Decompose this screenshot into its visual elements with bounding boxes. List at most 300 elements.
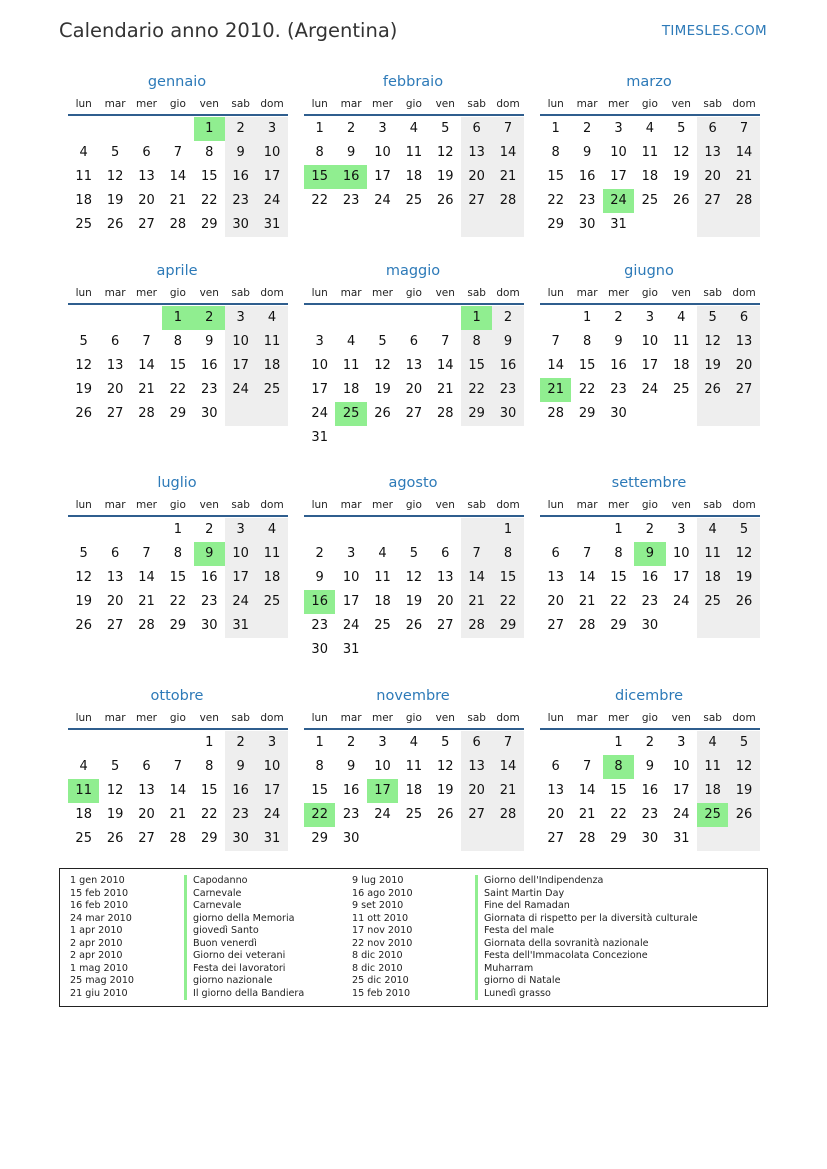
empty-day-cell — [430, 518, 461, 542]
weekday-label: sab — [703, 499, 722, 511]
holiday-day-cell: 8 — [603, 755, 634, 779]
legend-entry: Giornata di rispetto per la diversità culturale — [484, 912, 698, 924]
weekday-label: mer — [135, 712, 157, 724]
day-cell: 10 — [311, 358, 328, 373]
day-cell: 23 — [200, 382, 218, 397]
day-cell: 3 — [256, 731, 287, 755]
day-cell: 7 — [551, 334, 560, 349]
legend-entry: Fine del Ramadan — [484, 900, 570, 911]
day-grid — [68, 731, 288, 851]
month-gennaio — [66, 70, 288, 237]
holiday-day-cell: 15 — [304, 165, 335, 189]
day-cell: 22 — [578, 382, 596, 397]
day-cell: 22 — [492, 590, 523, 614]
day-cell: 9 — [645, 759, 654, 774]
day-cell: 23 — [641, 807, 659, 822]
day-cell: 5 — [697, 306, 728, 330]
legend-entry: giovedì Santo — [193, 925, 259, 936]
day-cell: 21 — [169, 807, 187, 822]
day-cell: 5 — [409, 546, 418, 561]
day-cell: 14 — [169, 783, 187, 798]
day-cell: 29 — [311, 831, 328, 846]
day-cell: 14 — [138, 358, 155, 373]
empty-day-cell — [367, 306, 398, 330]
day-cell: 20 — [547, 594, 564, 609]
day-grid — [68, 306, 288, 426]
legend-dates-right — [352, 875, 413, 1000]
day-cell: 16 — [200, 570, 218, 585]
day-cell: 15 — [578, 358, 596, 373]
day-cell: 24 — [374, 807, 391, 822]
day-cell: 8 — [461, 330, 492, 354]
day-cell: 8 — [614, 546, 623, 561]
empty-day-cell — [367, 638, 398, 662]
day-cell: 18 — [405, 169, 423, 184]
empty-day-cell — [571, 731, 602, 755]
month-name: giugno — [624, 263, 674, 279]
day-cell: 25 — [256, 590, 287, 614]
day-cell: 30 — [610, 406, 627, 421]
legend-entry: Il giorno della Bandiera — [193, 987, 305, 999]
day-cell: 17 — [342, 594, 360, 609]
day-cell: 2 — [645, 522, 654, 537]
day-grid — [304, 117, 524, 237]
day-cell: 15 — [610, 783, 627, 798]
day-cell: 5 — [79, 546, 88, 561]
day-cell: 3 — [378, 121, 387, 136]
weekday-label: mer — [607, 98, 629, 110]
weekday-label: mar — [576, 712, 598, 724]
day-cell: 25 — [374, 618, 391, 633]
day-cell: 16 — [641, 783, 659, 798]
day-cell: 20 — [138, 807, 155, 822]
day-cell: 19 — [405, 594, 423, 609]
day-cell: 10 — [225, 330, 256, 354]
weekday-label: dom — [732, 712, 756, 724]
empty-day-cell — [335, 306, 366, 330]
empty-day-cell — [492, 213, 523, 237]
day-cell: 12 — [106, 783, 124, 798]
day-grid — [304, 518, 524, 662]
empty-day-cell — [256, 614, 287, 638]
month-name: gennaio — [147, 74, 207, 90]
day-cell: 31 — [256, 827, 287, 851]
day-cell: 28 — [169, 831, 187, 846]
day-cell: 20 — [405, 382, 423, 397]
weekday-label: mer — [371, 287, 393, 299]
day-cell: 12 — [405, 570, 423, 585]
day-cell: 21 — [492, 779, 523, 803]
day-cell: 15 — [311, 783, 328, 798]
day-cell: 3 — [256, 117, 287, 141]
page-title: Calendario anno 2010. (Argentina) — [59, 19, 398, 42]
weekday-label: mer — [135, 499, 157, 511]
day-cell: 13 — [436, 570, 454, 585]
day-cell: 17 — [225, 354, 256, 378]
day-cell: 7 — [492, 731, 523, 755]
day-cell: 16 — [342, 783, 360, 798]
month-name: febbraio — [382, 74, 444, 90]
day-cell: 16 — [578, 169, 596, 184]
day-cell: 28 — [461, 614, 492, 638]
weekday-label: lun — [547, 499, 564, 511]
day-cell: 21 — [578, 807, 596, 822]
empty-day-cell — [430, 426, 461, 450]
weekday-label: lun — [311, 98, 328, 110]
day-cell: 24 — [672, 594, 690, 609]
day-cell: 13 — [106, 570, 124, 585]
empty-day-cell — [256, 402, 287, 426]
day-cell: 30 — [342, 831, 360, 846]
legend-entry: 2 apr 2010 — [70, 950, 123, 961]
day-cell: 22 — [169, 594, 187, 609]
weekday-label: gio — [641, 98, 658, 110]
weekday-label: ven — [671, 287, 691, 299]
day-cell: 27 — [461, 189, 492, 213]
day-cell: 22 — [200, 807, 218, 822]
day-cell: 16 — [610, 358, 627, 373]
day-cell: 20 — [138, 193, 155, 208]
legend-entry: Festa dell'Immacolata Concezione — [484, 950, 648, 961]
day-cell: 20 — [106, 594, 124, 609]
legend-entry: Giornata della sovranità nazionale — [484, 937, 649, 949]
day-cell: 6 — [110, 334, 120, 349]
empty-day-cell — [68, 518, 99, 542]
weekday-label: gio — [169, 499, 186, 511]
legend-entry: 2 apr 2010 — [70, 937, 123, 949]
weekday-label: ven — [435, 98, 455, 110]
day-cell: 10 — [225, 542, 256, 566]
day-cell: 10 — [256, 141, 287, 165]
empty-day-cell — [540, 518, 571, 542]
day-cell: 17 — [672, 570, 690, 585]
day-cell: 19 — [374, 382, 391, 397]
legend-entry: 8 dic 2010 — [352, 950, 403, 961]
day-grid — [540, 731, 760, 851]
holiday-day-cell: 16 — [335, 165, 366, 189]
day-grid — [540, 306, 760, 426]
day-cell: 23 — [342, 807, 360, 822]
day-cell: 3 — [315, 334, 324, 349]
day-cell: 14 — [492, 141, 523, 165]
holiday-day-cell: 25 — [335, 402, 366, 426]
day-cell: 19 — [106, 807, 124, 822]
day-cell: 13 — [547, 570, 564, 585]
legend-entry: 9 set 2010 — [352, 900, 404, 911]
day-cell: 24 — [342, 618, 360, 633]
day-cell: 24 — [374, 193, 391, 208]
empty-day-cell — [697, 827, 728, 851]
day-cell: 23 — [492, 378, 523, 402]
day-cell: 14 — [138, 570, 155, 585]
day-cell: 27 — [106, 618, 124, 633]
day-cell: 6 — [697, 117, 728, 141]
day-cell: 16 — [641, 570, 659, 585]
empty-day-cell — [461, 213, 492, 237]
day-cell: 15 — [200, 783, 218, 798]
day-cell: 6 — [461, 731, 492, 755]
day-cell: 7 — [173, 759, 182, 774]
day-cell: 25 — [256, 378, 287, 402]
day-cell: 2 — [645, 735, 654, 750]
day-cell: 28 — [578, 618, 596, 633]
day-cell: 28 — [138, 406, 155, 421]
weekday-label: lun — [75, 712, 92, 724]
day-cell: 29 — [610, 618, 627, 633]
weekday-label: dom — [732, 287, 756, 299]
day-cell: 2 — [225, 731, 256, 755]
day-cell: 1 — [551, 121, 560, 136]
legend-entry: 16 ago 2010 — [352, 887, 413, 899]
day-cell: 26 — [436, 193, 454, 208]
day-cell: 10 — [610, 145, 627, 160]
day-cell: 6 — [461, 117, 492, 141]
day-cell: 29 — [169, 618, 187, 633]
day-cell: 26 — [106, 831, 124, 846]
weekday-header — [540, 283, 760, 305]
weekday-label: gio — [641, 287, 658, 299]
day-cell: 5 — [728, 518, 759, 542]
day-grid — [304, 731, 524, 851]
empty-day-cell — [99, 518, 130, 542]
day-cell: 23 — [225, 803, 256, 827]
weekday-label: sab — [467, 98, 486, 110]
day-cell: 18 — [75, 807, 92, 822]
day-cell: 27 — [728, 378, 759, 402]
weekday-label: sab — [231, 712, 250, 724]
day-cell: 31 — [342, 642, 360, 657]
day-cell: 10 — [672, 759, 690, 774]
month-luglio — [66, 471, 288, 638]
day-cell: 18 — [697, 779, 728, 803]
day-cell: 18 — [697, 566, 728, 590]
day-cell: 30 — [641, 618, 659, 633]
day-cell: 11 — [256, 542, 287, 566]
day-cell: 31 — [225, 614, 256, 638]
day-cell: 4 — [256, 518, 287, 542]
day-cell: 12 — [75, 570, 92, 585]
weekday-label: mar — [340, 499, 362, 511]
weekday-label: gio — [405, 499, 422, 511]
legend-entry: Lunedì grasso — [484, 987, 551, 999]
weekday-header — [540, 708, 760, 730]
weekday-label: ven — [199, 287, 219, 299]
holiday-day-cell: 11 — [68, 779, 99, 803]
weekday-label: dom — [496, 98, 520, 110]
empty-day-cell — [634, 402, 665, 426]
empty-day-cell — [398, 518, 429, 542]
day-cell: 31 — [311, 430, 328, 445]
day-cell: 15 — [200, 169, 218, 184]
day-cell: 7 — [441, 334, 450, 349]
empty-day-cell — [99, 731, 130, 755]
day-cell: 21 — [138, 382, 155, 397]
day-cell: 29 — [547, 217, 564, 232]
holiday-day-cell: 21 — [540, 378, 571, 402]
day-cell: 16 — [225, 779, 256, 803]
weekday-label: mer — [371, 499, 393, 511]
day-cell: 10 — [374, 759, 391, 774]
empty-day-cell — [697, 402, 728, 426]
day-cell: 31 — [256, 213, 287, 237]
empty-day-cell — [304, 306, 335, 330]
holiday-day-cell: 9 — [634, 542, 665, 566]
day-cell: 23 — [641, 594, 659, 609]
empty-day-cell — [162, 731, 193, 755]
holiday-day-cell: 1 — [194, 117, 225, 141]
day-cell: 12 — [728, 542, 759, 566]
day-cell: 3 — [677, 735, 686, 750]
day-cell: 12 — [728, 755, 759, 779]
month-giugno — [538, 259, 760, 426]
day-cell: 15 — [610, 570, 627, 585]
day-cell: 4 — [346, 334, 356, 349]
empty-day-cell — [99, 306, 130, 330]
empty-day-cell — [68, 306, 99, 330]
day-cell: 26 — [672, 193, 690, 208]
day-cell: 9 — [315, 570, 324, 585]
day-cell: 15 — [547, 169, 564, 184]
day-cell: 23 — [200, 594, 218, 609]
legend-entry: Festa dei lavoratori — [193, 962, 286, 974]
day-cell: 6 — [110, 546, 120, 561]
day-cell: 6 — [441, 546, 450, 561]
day-cell: 14 — [578, 783, 596, 798]
day-cell: 5 — [79, 334, 88, 349]
weekday-label: lun — [547, 712, 564, 724]
day-cell: 12 — [75, 358, 92, 373]
day-cell: 1 — [173, 522, 182, 537]
weekday-label: lun — [311, 287, 328, 299]
day-cell: 15 — [461, 354, 492, 378]
day-cell: 17 — [610, 169, 627, 184]
day-cell: 7 — [728, 117, 759, 141]
weekday-label: mar — [104, 712, 126, 724]
weekday-label: sab — [467, 287, 486, 299]
weekday-label: lun — [547, 287, 564, 299]
empty-day-cell — [131, 731, 162, 755]
day-cell: 1 — [315, 121, 324, 136]
day-cell: 10 — [256, 755, 287, 779]
day-cell: 26 — [436, 807, 454, 822]
weekday-label: mar — [104, 287, 126, 299]
day-cell: 25 — [405, 807, 423, 822]
day-cell: 19 — [728, 566, 759, 590]
holiday-day-cell: 16 — [304, 590, 335, 614]
month-maggio — [302, 259, 524, 450]
day-cell: 7 — [173, 145, 182, 160]
weekday-label: ven — [435, 712, 455, 724]
day-cell: 6 — [728, 306, 759, 330]
empty-day-cell — [492, 827, 523, 851]
day-cell: 26 — [728, 590, 759, 614]
day-cell: 29 — [492, 614, 523, 638]
day-cell: 20 — [728, 354, 759, 378]
day-cell: 8 — [173, 546, 182, 561]
month-novembre — [302, 684, 524, 851]
day-grid — [68, 117, 288, 237]
empty-day-cell — [697, 614, 728, 638]
day-cell: 12 — [436, 759, 454, 774]
weekday-label: dom — [732, 499, 756, 511]
legend-entry: 22 nov 2010 — [352, 937, 413, 949]
legend-entry: Buon venerdì — [193, 937, 257, 949]
day-cell: 2 — [205, 522, 214, 537]
day-cell: 4 — [697, 731, 728, 755]
day-cell: 22 — [610, 594, 627, 609]
empty-day-cell — [367, 426, 398, 450]
day-cell: 28 — [728, 189, 759, 213]
day-cell: 30 — [641, 831, 659, 846]
day-cell: 21 — [492, 165, 523, 189]
legend-entry: Festa del male — [484, 925, 555, 936]
day-cell: 3 — [378, 735, 387, 750]
day-cell: 1 — [582, 310, 592, 325]
day-cell: 1 — [492, 518, 523, 542]
day-cell: 4 — [409, 121, 418, 136]
day-cell: 25 — [75, 217, 92, 232]
day-cell: 3 — [346, 546, 356, 561]
day-cell: 12 — [374, 358, 391, 373]
weekday-header — [68, 283, 288, 305]
day-cell: 5 — [441, 735, 450, 750]
weekday-label: dom — [260, 98, 284, 110]
day-cell: 27 — [547, 618, 564, 633]
empty-day-cell — [304, 213, 335, 237]
day-cell: 6 — [142, 759, 151, 774]
day-cell: 9 — [205, 334, 214, 349]
day-cell: 3 — [614, 121, 623, 136]
empty-day-cell — [398, 638, 429, 662]
day-cell: 23 — [311, 618, 328, 633]
weekday-label: ven — [671, 712, 691, 724]
site-logo-link[interactable]: TIMESLES.COM — [661, 23, 767, 39]
day-cell: 11 — [75, 169, 92, 184]
day-cell: 27 — [138, 217, 155, 232]
legend-entry: Carnevale — [193, 887, 242, 899]
weekday-label: dom — [260, 712, 284, 724]
weekday-label: lun — [75, 98, 92, 110]
day-cell: 7 — [492, 117, 523, 141]
day-cell: 26 — [728, 803, 759, 827]
weekday-header — [304, 495, 524, 517]
day-cell: 3 — [645, 310, 654, 325]
day-cell: 15 — [169, 570, 187, 585]
weekday-label: dom — [496, 712, 520, 724]
day-cell: 12 — [106, 169, 124, 184]
weekday-header — [540, 94, 760, 116]
empty-day-cell — [225, 402, 256, 426]
weekday-label: mar — [340, 98, 362, 110]
day-cell: 20 — [436, 594, 454, 609]
day-cell: 9 — [225, 755, 256, 779]
weekday-label: dom — [732, 98, 756, 110]
weekday-header — [68, 495, 288, 517]
day-cell: 18 — [75, 193, 92, 208]
day-cell: 3 — [225, 518, 256, 542]
weekday-label: sab — [467, 499, 486, 511]
weekday-label: mer — [607, 712, 629, 724]
month-dicembre — [538, 684, 760, 851]
empty-day-cell — [571, 518, 602, 542]
day-cell: 21 — [578, 594, 596, 609]
holiday-day-cell: 22 — [304, 803, 335, 827]
empty-day-cell — [304, 518, 335, 542]
weekday-label: mer — [135, 287, 157, 299]
day-cell: 17 — [672, 783, 690, 798]
day-cell: 17 — [311, 382, 328, 397]
day-cell: 4 — [645, 121, 654, 136]
